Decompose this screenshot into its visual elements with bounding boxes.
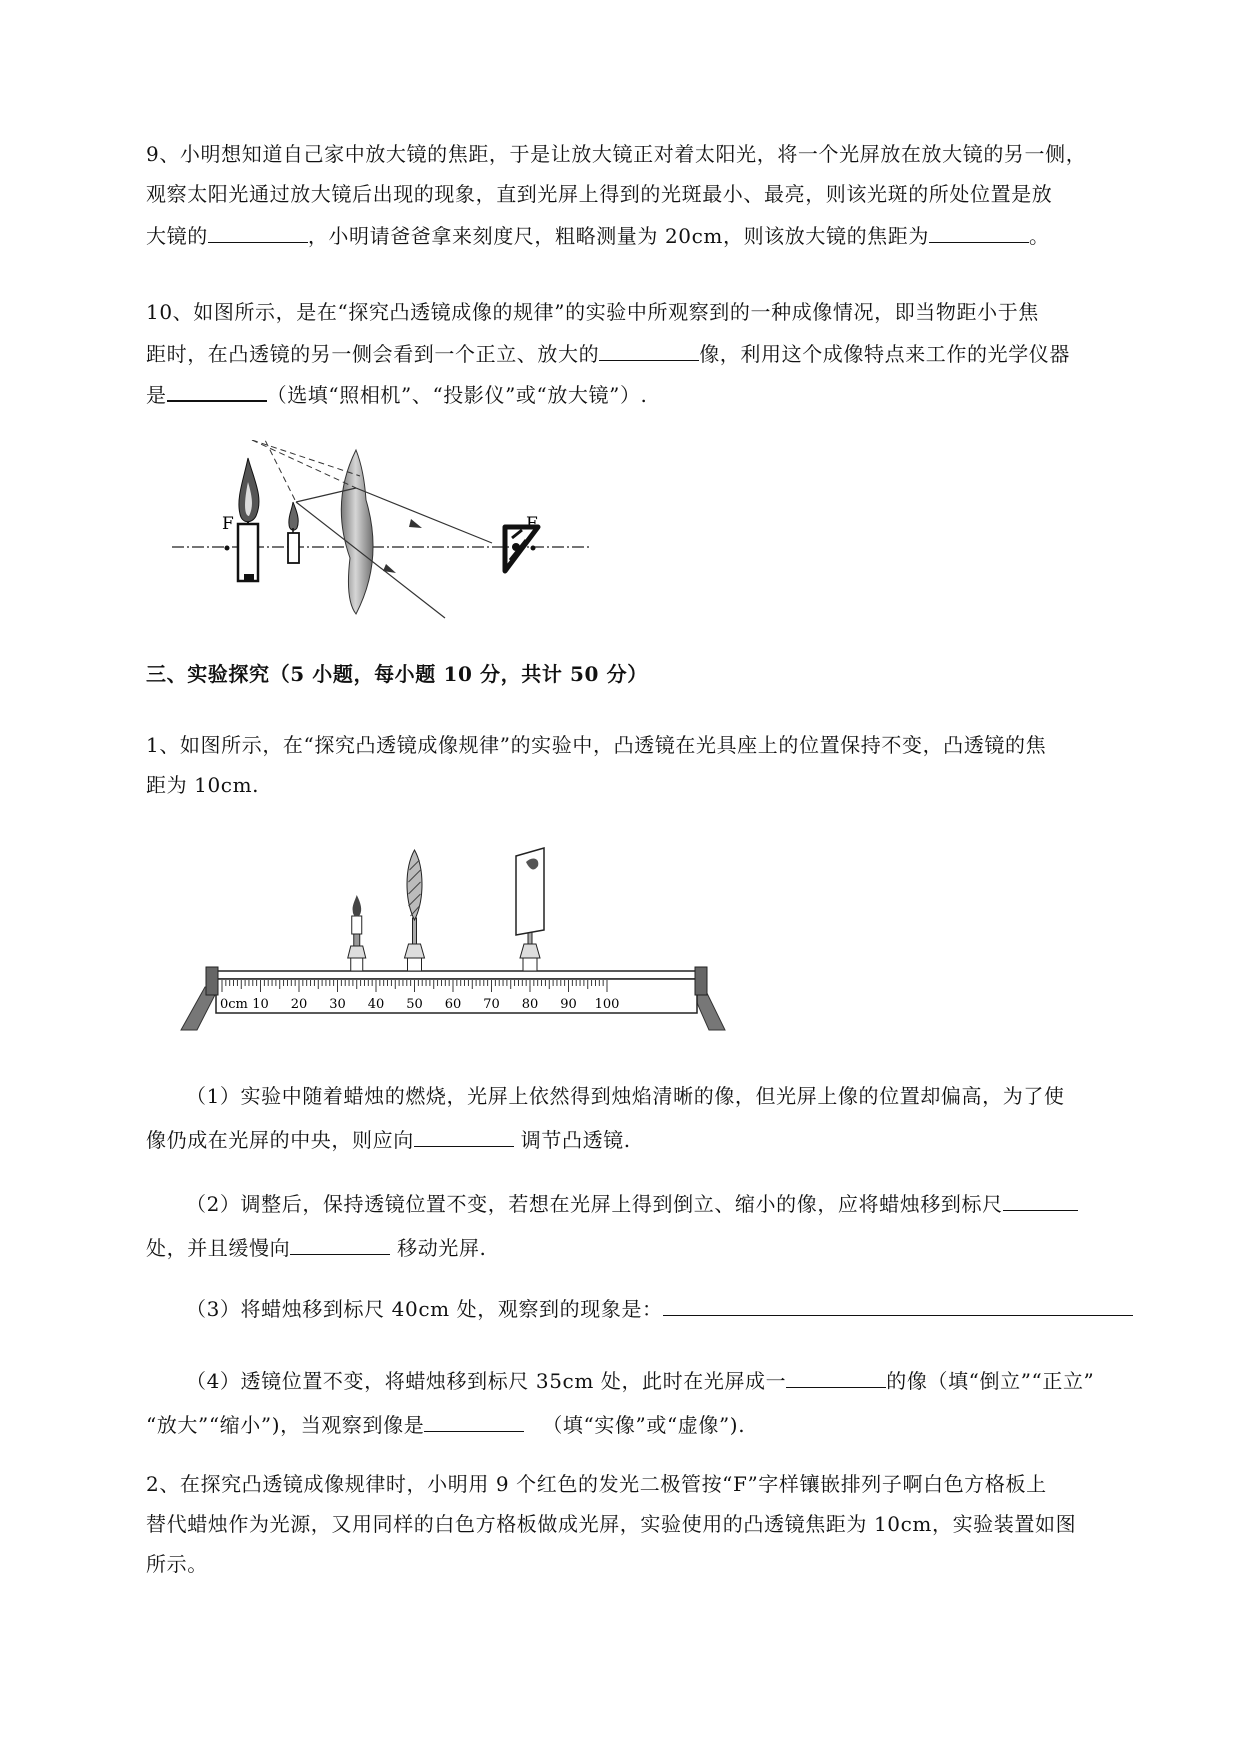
q9-line-3	[146, 220, 1050, 250]
q1-part2-text-c: 移动光屏.	[390, 1236, 487, 1260]
bench-tick-label: 90	[560, 997, 577, 1012]
screen-assembly	[516, 848, 544, 971]
focal-label-right: F	[526, 514, 538, 534]
q1-part3-blank-phenomenon[interactable]	[663, 1293, 1133, 1316]
q10-text-c: 是	[146, 383, 167, 407]
q1-intro-line-1: 1、如图所示，在“探究凸透镜成像规律”的实验中，凸透镜在光具座上的位置保持不变，凸透镜的焦	[146, 733, 1047, 757]
q1-part2-text-a: （2）调整后，保持透镜位置不变，若想在光屏上得到倒立、缩小的像，应将蜡烛移到标尺	[186, 1192, 1003, 1216]
q10-text-d: （选填“照相机”、“投影仪”或“放大镜”）.	[266, 383, 648, 407]
bench-tick-label: 80	[521, 997, 539, 1012]
q10-line-1: 10、如图所示，是在“探究凸透镜成像的规律”的实验中所观察到的一种成像情况，即当物距小于焦	[146, 300, 1039, 324]
q1-part1-line-1: （1）实验中随着蜡烛的燃烧，光屏上依然得到烛焰清晰的像，但光屏上像的位置却偏高，为了使	[186, 1084, 1065, 1108]
q1-part1-text-a: 像仍成在光屏的中央，则应向	[146, 1128, 414, 1152]
focal-point-right	[531, 546, 536, 551]
q1-part1-blank-direction[interactable]	[414, 1124, 514, 1147]
bench-tick-label: 50	[406, 997, 423, 1012]
q1-part1-line-2	[146, 1124, 631, 1154]
q10-blank-instrument[interactable]	[167, 378, 267, 402]
q9-text-b: ，小明请爸爸拿来刻度尺，粗略测量为 20cm，则该放大镜的焦距为	[307, 224, 929, 248]
focal-label-left: F	[222, 514, 234, 534]
q10-text-b: 像，利用这个成像特点来工作的光学仪器	[699, 342, 1071, 366]
q9-line-1: 9、小明想知道自己家中放大镜的焦距，于是让放大镜正对着太阳光，将一个光屏放在放大镜的另一侧，	[146, 142, 1087, 166]
q9-text-c: 。	[1029, 224, 1050, 248]
magnifier-ray-diagram	[160, 440, 630, 630]
q9-blank-focal-length[interactable]	[929, 220, 1029, 243]
lens-assembly	[405, 850, 425, 971]
q1-part4-line-2	[146, 1409, 745, 1439]
q1-part2-blank-direction[interactable]	[290, 1232, 390, 1255]
q10-line-3	[146, 378, 648, 409]
bench-tick-label: 40	[367, 997, 385, 1012]
focal-point-left	[225, 546, 230, 551]
q1-part4-text-c: “放大”“缩小”)，当观察到像是	[146, 1413, 425, 1437]
q1-part4-line-1	[186, 1365, 1094, 1395]
q1-part2-blank-position[interactable]	[1003, 1188, 1078, 1211]
q9-text-a: 大镜的	[146, 224, 208, 248]
q1-part1-text-b: 调节凸透镜.	[513, 1128, 631, 1152]
q1-part3-line-1	[186, 1293, 1133, 1323]
q2-line-2: 替代蜡烛作为光源，又用同样的白色方格板做成光屏，实验使用的凸透镜焦距为 10cm，实验装置如图	[146, 1512, 1077, 1536]
q1-part4-text-d: （填“实像”或“虚像”).	[542, 1413, 746, 1437]
virtual-image-candle	[238, 458, 259, 581]
bench-tick-label: 100	[594, 997, 620, 1012]
q1-part4-text-a: （4）透镜位置不变，将蜡烛移到标尺 35cm 处，此时在光屏成一	[186, 1369, 787, 1393]
bench-tick-label: 60	[444, 997, 462, 1012]
bench-tick-label: 0cm	[220, 997, 248, 1012]
q1-part2-text-b: 处，并且缓慢向	[146, 1236, 291, 1260]
q2-line-1: 2、在探究凸透镜成像规律时，小明用 9 个红色的发光二极管按“F”字样镶嵌排列子啊白色方格板上	[146, 1472, 1047, 1496]
q1-part2-line-2	[146, 1232, 487, 1262]
bench-tick-label: 30	[329, 997, 346, 1012]
q10-line-2	[146, 338, 1070, 368]
optical-bench-diagram	[175, 840, 735, 1040]
q1-part4-text-b: 的像（填“倒立”“正立”	[886, 1369, 1095, 1393]
bench-tick-label: 10	[252, 997, 269, 1012]
bench-tick-label: 70	[483, 997, 500, 1012]
q9-blank-position[interactable]	[208, 220, 308, 243]
q1-part3-text-a: （3）将蜡烛移到标尺 40cm 处，观察到的现象是：	[186, 1297, 663, 1321]
q10-text-a: 距时，在凸透镜的另一侧会看到一个正立、放大的	[146, 342, 600, 366]
q10-blank-image-type[interactable]	[599, 338, 699, 361]
bench-right-end	[695, 967, 707, 995]
q9-line-2: 观察太阳光通过放大镜后出现的现象，直到光屏上得到的光斑最小、最亮，则该光斑的所处位置是放	[146, 182, 1053, 206]
bench-rail	[216, 971, 697, 979]
bench-tick-label: 20	[290, 997, 308, 1012]
q1-part4-blank-image-type[interactable]	[424, 1409, 524, 1432]
bench-left-end	[206, 967, 218, 995]
candle-assembly	[348, 895, 366, 971]
q1-intro-line-2: 距为 10cm.	[146, 773, 260, 797]
virtual-ray-1	[252, 440, 356, 488]
object-candle	[288, 502, 299, 563]
section-heading: 三、实验探究（5 小题，每小题 10 分，共计 50 分）	[146, 662, 648, 686]
q1-part2-line-1	[186, 1188, 1078, 1218]
q2-line-3: 所示。	[146, 1552, 208, 1576]
q1-part4-blank-image-nature[interactable]	[786, 1365, 886, 1388]
